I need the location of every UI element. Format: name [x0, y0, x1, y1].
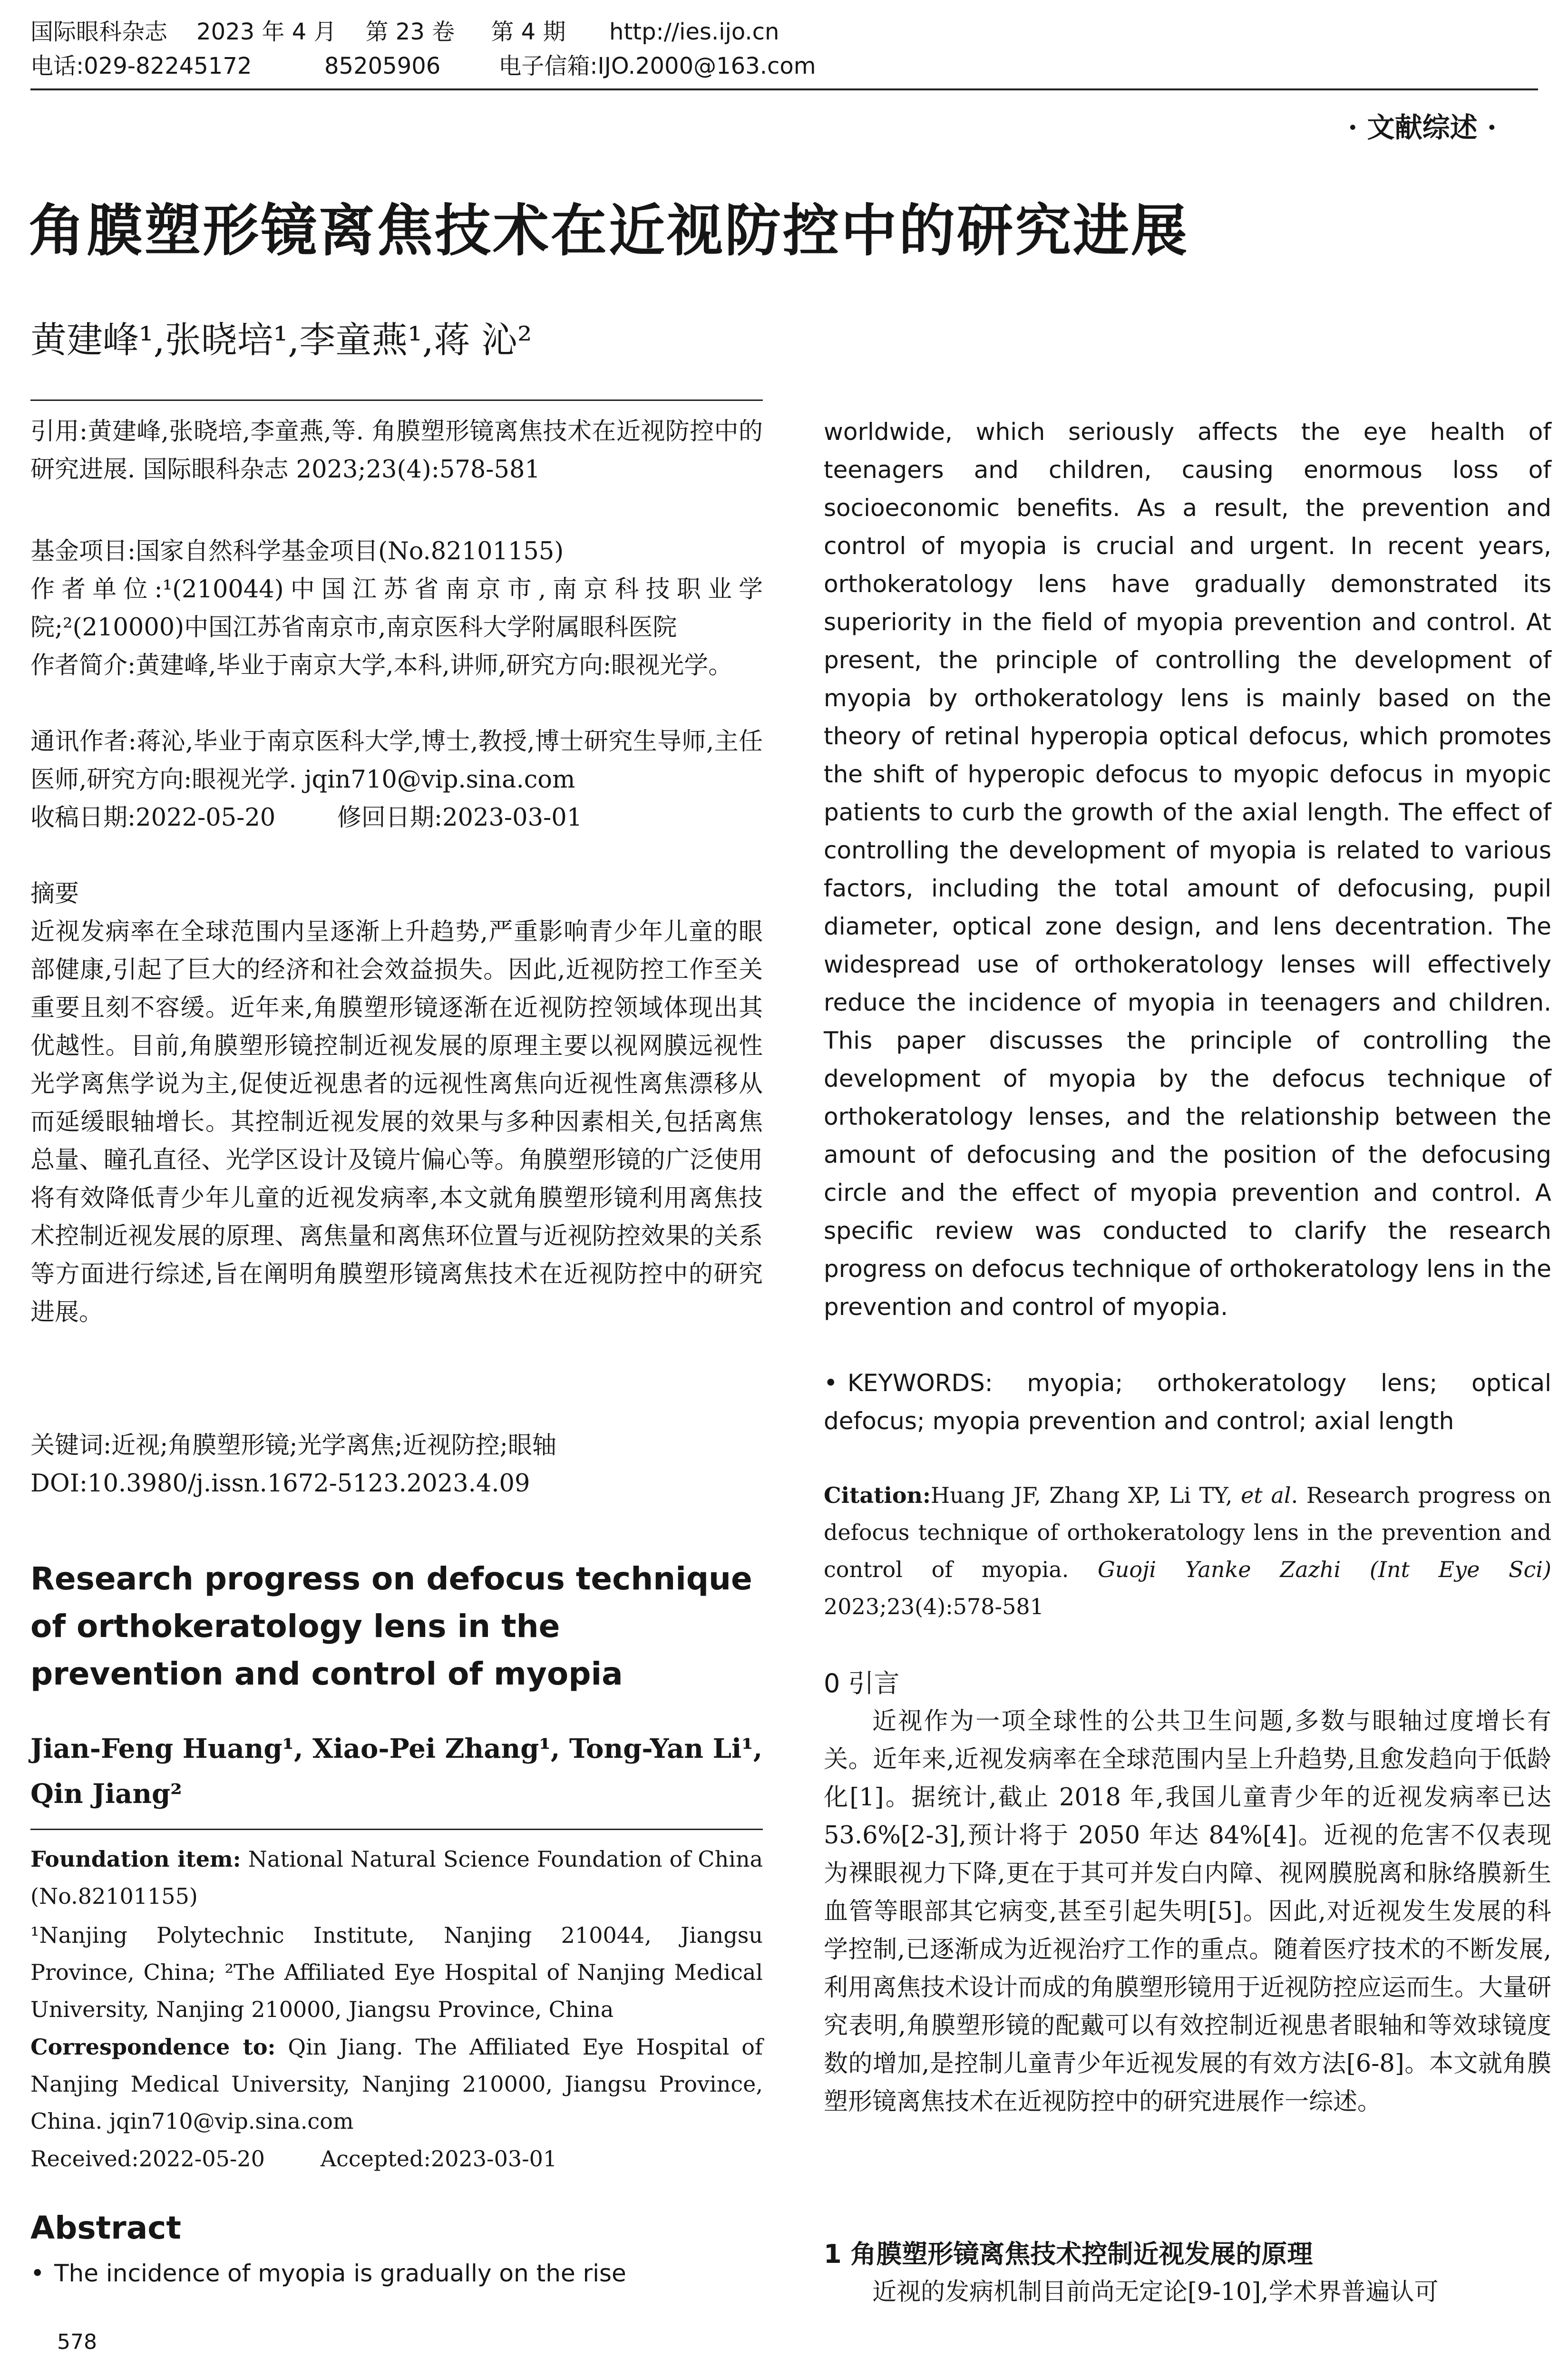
unit-cn: 作者单位:¹(210044)中国江苏省南京市,南京科技职业学院;²(210000)中国江苏省南京市,南京医科大学附属眼科医院 [30, 575, 763, 642]
authors-cn: 黄建峰¹,张晓培¹,李童燕¹,蒋 沁² [30, 319, 532, 361]
dates-cn: 收稿日期:2022-05-20 修回日期:2023-03-01 [30, 804, 583, 832]
page-title: 角膜塑形镜离焦技术在近视防控中的研究进展 [29, 198, 1189, 263]
section-tag: · 文献综述 · [1348, 111, 1497, 144]
journal-header-line2: 电话:029-82245172 85205906 电子信箱:IJO.2000@163.com [30, 53, 816, 79]
section-0-heading: 0 引言 [824, 1668, 900, 1698]
bio-cn: 作者简介:黄建峰,毕业于南京大学,本科,讲师,研究方向:眼视光学。 [30, 652, 733, 680]
header-rule [30, 88, 1538, 90]
keywords-cn: 关键词:近视;角膜塑形镜;光学离焦;近视防控;眼轴 [30, 1432, 556, 1460]
abstract-en: worldwide, which seriously affects the eye health of teenagers and children, causing enormous loss of socioeconomic benefits. As a result, the prevention and control of myopia is crucial and urgent. In recent years, orthokeratology lens have gradually demonstrated its superiority in the field of myopia prevention and control. At present, the principle of controlling the development of myopia by orthokeratology lens is mainly based on the theory of retinal hyperopia optical defocus, which promotes the shift of hyperopic defocus to myopic defocus in myopic patients to curb the growth of the axial length. The effect of controlling the development of myopia is related to various factors, including the total amount of defocusing, pupil diameter, optical zone design, and lens decentration. The widespread use of orthokeratology lenses will effectively reduce the incidence of myopia in teenagers and children. This paper discusses the principle of controlling the development of myopia by the defocus technique of orthokeratology lenses, and the relationship between the amount of defocusing and the position of the defocusing circle and the effect of myopia prevention and control. A specific review was conducted to clarify the research progress on defocus technique of orthokeratology lens in the prevention and control of myopia. [824, 418, 1551, 1321]
doi: DOI:10.3980/j.issn.1672-5123.2023.4.09 [30, 1470, 530, 1498]
keywords-en: • KEYWORDS: myopia; orthokeratology lens; optical defocus; myopia prevention and control; axial length [824, 1364, 1551, 1440]
correspondence-en: Correspondence to: Qin Jiang. The Affiliated Eye Hospital of Nanjing Medical University, Nanjing 210000, Jiangsu Province, China. jqin710@vip.sina.com [30, 2034, 763, 2134]
section-1-body: 近视的发病机制目前尚无定论[9-10],学术界普遍认可 [872, 2278, 1439, 2306]
dates-en: Received:2022-05-20 Accepted:2023-03-01 [30, 2146, 557, 2172]
authors-en: Jian-Feng Huang¹, Xiao-Pei Zhang¹, Tong-Yan Li¹, Qin Jiang² [30, 1733, 763, 1810]
authors-en-rule [30, 1829, 763, 1830]
correspondence-cn: 通讯作者:蒋沁,毕业于南京医科大学,博士,教授,博士研究生导师,主任医师,研究方向:眼视光学. jqin710@vip.sina.com [30, 728, 763, 794]
abstract-heading-en: Abstract [30, 2210, 181, 2246]
citation-cn: 引用:黄建峰,张晓培,李童燕,等. 角膜塑形镜离焦技术在近视防控中的研究进展. 国际眼科杂志 2023;23(4):578-581 [30, 418, 763, 484]
abstract-en-start: • The incidence of myopia is gradually on the rise [30, 2254, 763, 2292]
foundation-en: Foundation item: National Natural Science Foundation of China (No.82101155) [30, 1846, 763, 1909]
authors-rule [30, 399, 763, 401]
page-number: 578 [57, 2330, 97, 2354]
bullet-icon: • [824, 1369, 838, 1397]
affiliations-en: ¹Nanjing Polytechnic Institute, Nanjing 210044, Jiangsu Province, China; ²The Affiliated Eye Hospital of Nanjing Medical University, Nanjing 210000, Jiangsu Province, China [30, 1922, 763, 2022]
journal-header-line1: 国际眼科杂志 2023 年 4 月 第 23 卷 第 4 期 http://ies.ijo.cn [30, 19, 779, 45]
abstract-cn: 近视发病率在全球范围内呈逐渐上升趋势,严重影响青少年儿童的眼部健康,引起了巨大的经济和社会效益损失。因此,近视防控工作至关重要且刻不容缓。近年来,角膜塑形镜逐渐在近视防控领域体现出其优越性。目前,角膜塑形镜控制近视发展的原理主要以视网膜远视性光学离焦学说为主,促使近视患者的远视性离焦向近视性离焦漂移从而延缓眼轴增长。其控制近视发展的效果与多种因素相关,包括离焦总量、瞳孔直径、光学区设计及镜片偏心等。角膜塑形镜的广泛使用将有效降低青少年儿童的近视发病率,本文就角膜塑形镜利用离焦技术控制近视发展的原理、离焦量和离焦环位置与近视防控效果的关系等方面进行综述,旨在阐明角膜塑形镜离焦技术在近视防控中的研究进展。 [30, 918, 763, 1326]
section-0-body: 近视作为一项全球性的公共卫生问题,多数与眼轴过度增长有关。近年来,近视发病率在全球范围内呈上升趋势,且愈发趋向于低龄化[1]。据统计,截止 2018 年,我国儿童青少年的近视发病率已达 53.6%[2-3],预计将于 2050 年达 84%[4]。近视的危害不仅表现为裸眼视力下降,更在于其可并发白内障、视网膜脱离和脉络膜新生血管等眼部其它病变,甚至引起失明[5]。因此,对近视发生发展的科学控制,已逐渐成为近视治疗工作的重点。随着医疗技术的不断发展,利用离焦技术设计而成的角膜塑形镜用于近视防控应运而生。大量研究表明,角膜塑形镜的配戴可以有效控制近视患者眼轴和等效球镜度数的增加,是控制儿童青少年近视发展的有效方法[6-8]。本文就角膜塑形镜离焦技术在近视防控中的研究进展作一综述。 [824, 1707, 1552, 2116]
title-en: Research progress on defocus technique of orthokeratology lens in the prevention and control of myopia [30, 1560, 752, 1692]
fund-cn: 基金项目:国家自然科学基金项目(No.82101155) [30, 537, 564, 565]
abstract-heading-cn: 摘要 [30, 880, 79, 908]
bullet-icon: • [30, 2260, 45, 2287]
citation-en: Citation:Huang JF, Zhang XP, Li TY, et al. Research progress on defocus technique of orthokeratology lens in the prevention and control of myopia. Guoji Yanke Zazhi (Int Eye Sci) 2023;23(4):578-581 [824, 1482, 1552, 1619]
section-1-heading: 1 角膜塑形镜离焦技术控制近视发展的原理 [824, 2239, 1313, 2269]
